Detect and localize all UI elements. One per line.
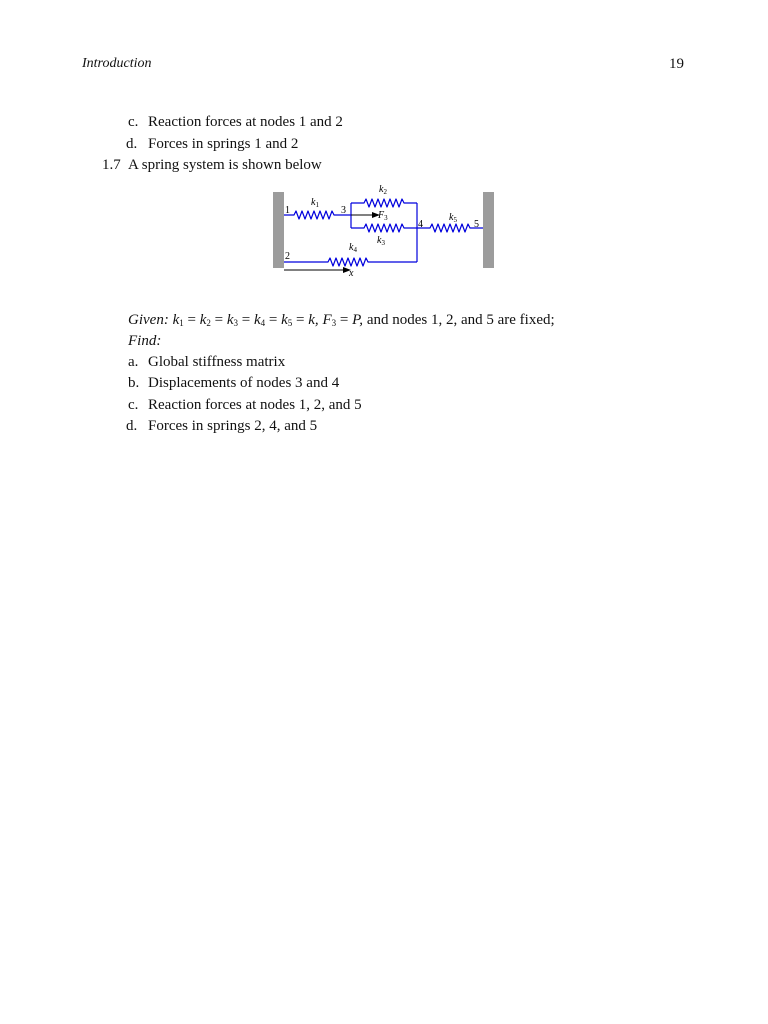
node-label-1: 1 bbox=[285, 205, 290, 216]
list-item-letter: d. bbox=[126, 418, 138, 434]
list-item-text: Forces in springs 2, 4, and 5 bbox=[148, 418, 318, 434]
list-item-letter: a. bbox=[128, 354, 139, 370]
running-header-title: Introduction bbox=[82, 56, 152, 71]
list-item-letter: c. bbox=[128, 114, 139, 130]
spring-k4 bbox=[284, 258, 417, 266]
list-item-letter: d. bbox=[126, 136, 138, 152]
node-label-4: 4 bbox=[418, 219, 423, 230]
label-force: $F_3$ bbox=[378, 210, 388, 222]
spring-k2 bbox=[351, 199, 417, 207]
find-label: Find: bbox=[128, 333, 162, 349]
list-item-letter: c. bbox=[128, 397, 139, 413]
node-label-5: 5 bbox=[474, 219, 479, 230]
list-item-text: Global stiffness matrix bbox=[148, 354, 286, 370]
label-k3: $k_3$ bbox=[377, 235, 385, 247]
list-item-text: Reaction forces at nodes 1 and 2 bbox=[148, 114, 343, 130]
label-k2: $k_2$ bbox=[379, 184, 387, 196]
spring-k3 bbox=[351, 224, 417, 232]
spring-system-figure bbox=[270, 180, 500, 280]
label-k1: $k_1$ bbox=[311, 197, 319, 209]
right-wall bbox=[483, 192, 494, 268]
given-statement: Given: $k_1 = k_2 = k_3 = k_4 = k_5 = k$, $F_3 = P$, and nodes 1, 2, and 5 are fixed; bbox=[128, 312, 555, 328]
list-item-letter: b. bbox=[128, 375, 140, 391]
label-k4: $k_4$ bbox=[349, 242, 357, 254]
node-label-2: 2 bbox=[285, 251, 290, 262]
list-item-text: Reaction forces at nodes 1, 2, and 5 bbox=[148, 397, 362, 413]
list-item-text: Forces in springs 1 and 2 bbox=[148, 136, 299, 152]
problem-statement: A spring system is shown below bbox=[128, 157, 322, 173]
list-item-text: Displacements of nodes 3 and 4 bbox=[148, 375, 340, 391]
node-label-3: 3 bbox=[341, 205, 346, 216]
page-number: 19 bbox=[669, 56, 684, 72]
problem-number: 1.7 bbox=[102, 157, 121, 173]
label-x-axis: x bbox=[349, 268, 354, 279]
label-k5: $k_5$ bbox=[449, 212, 457, 224]
left-wall bbox=[273, 192, 284, 268]
